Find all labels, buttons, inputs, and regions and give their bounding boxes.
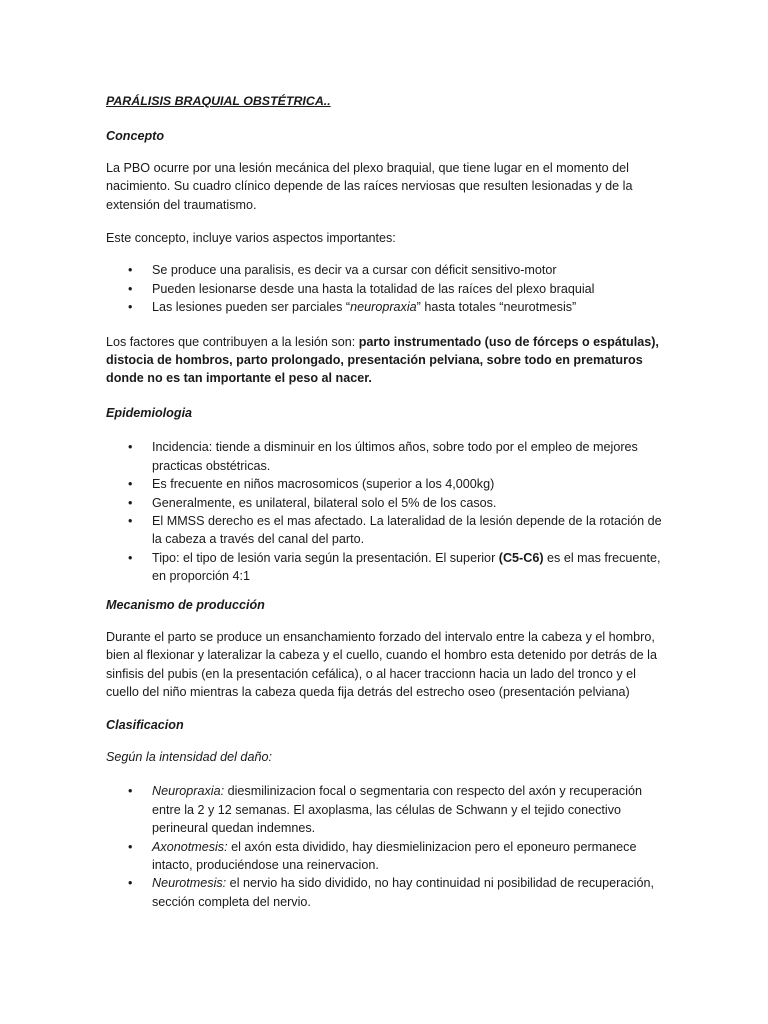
paragraph-aspectos: Este concepto, incluye varios aspectos importantes: (106, 231, 396, 246)
bullet-icon: • (128, 784, 133, 799)
bullet-icon: • (128, 477, 133, 492)
document-page (106, 92, 666, 911)
list-item: • Se produce una paralisis, es decir va a cursar con déficit sensitivo-motor (106, 261, 666, 279)
list-item: • Neurotmesis: el nervio ha sido dividido, no hay continuidad ni posibilidad de recuperación, sección completa del nervio. (128, 876, 654, 909)
list-item: • Incidencia: tiende a disminuir en los últimos años, sobre todo por el empleo de mejores practicas obstétricas. (128, 440, 638, 473)
bullet-icon: • (128, 495, 133, 510)
heading-epidemiologia: Epidemiologia (106, 405, 193, 420)
heading-mecanismo: Mecanismo de producción (106, 597, 265, 612)
list-item: • Es frecuente en niños macrosomicos (superior a los 4,000kg) (106, 475, 666, 493)
list-item: • Las lesiones pueden ser parciales “neuropraxia” hasta totales “neurotmesis” (106, 298, 666, 316)
list-item: • Neuropraxia: diesmilinizacion focal o segmentaria con respecto del axón y recuperación entre la 2 y 12 semanas. El axoplasma, las células de Schwann y el tejido conectivo perineural quedan indemnes. (128, 784, 643, 836)
list-clasificacion (106, 782, 666, 911)
bullet-icon: • (128, 440, 133, 455)
subheading-intensidad: Según la intensidad del daño: (106, 749, 272, 764)
list-item: • Generalmente, es unilateral, bilateral solo el 5% de los casos. (106, 494, 666, 512)
list-item: • Pueden lesionarse desde una hasta la totalidad de las raíces del plexo braquial (106, 280, 666, 298)
list-item: • El MMSS derecho es el mas afectado. La lateralidad de la lesión depende de la rotación de la cabeza a través del canal del parto. (128, 513, 662, 547)
paragraph-factores: Los factores que contribuyen a la lesión son: parto instrumentado (uso de fórceps o espátulas), distocia de hombros, parto prolongado, presentación pelviana, sobre todo en prematuros donde no es tan importante el peso al nacer. (106, 334, 659, 386)
bullet-icon: • (128, 263, 133, 278)
heading-clasificacion: Clasificacion (106, 717, 184, 732)
bullet-icon: • (128, 839, 133, 854)
document-title: PARÁLISIS BRAQUIAL OBSTÉTRICA.. (106, 94, 331, 108)
list-item: • Axonotmesis: el axón esta dividido, hay diesmielinizacion pero el eponeuro permanece intacto, produciéndose una reinervacion. (128, 839, 637, 872)
list-epidemiologia (106, 438, 666, 585)
paragraph-concepto: La PBO ocurre por una lesión mecánica del plexo braquial, que tiene lugar en el momento del nacimiento. Su cuadro clínico depende de las raíces nerviosas que resulten lesionadas y de la extensión del traumatismo. (106, 160, 633, 212)
list-aspectos (106, 261, 666, 316)
bullet-icon: • (128, 876, 133, 891)
paragraph-mecanismo: Durante el parto se produce un ensanchamiento forzado del intervalo entre la cabeza y el hombro, bien al flexionar y lateralizar la cabeza y el cuello, cuando el hombro esta detenido por detrás de la sinfisis del pubis (en la presentación cefálica), o al hacer traccionn hacia un lado del tronco y el cuello del niño mientras la cabeza queda fija detrás del estrecho oseo (presentación pelviana) (106, 629, 657, 700)
bullet-icon: • (128, 281, 133, 296)
bullet-icon: • (128, 300, 133, 315)
list-item: • Tipo: el tipo de lesión varia según la presentación. El superior (C5-C6) es el mas frecuente, en proporción 4:1 (128, 550, 661, 584)
bullet-icon: • (128, 513, 133, 528)
bullet-icon: • (128, 550, 133, 565)
heading-concepto: Concepto (106, 129, 165, 144)
